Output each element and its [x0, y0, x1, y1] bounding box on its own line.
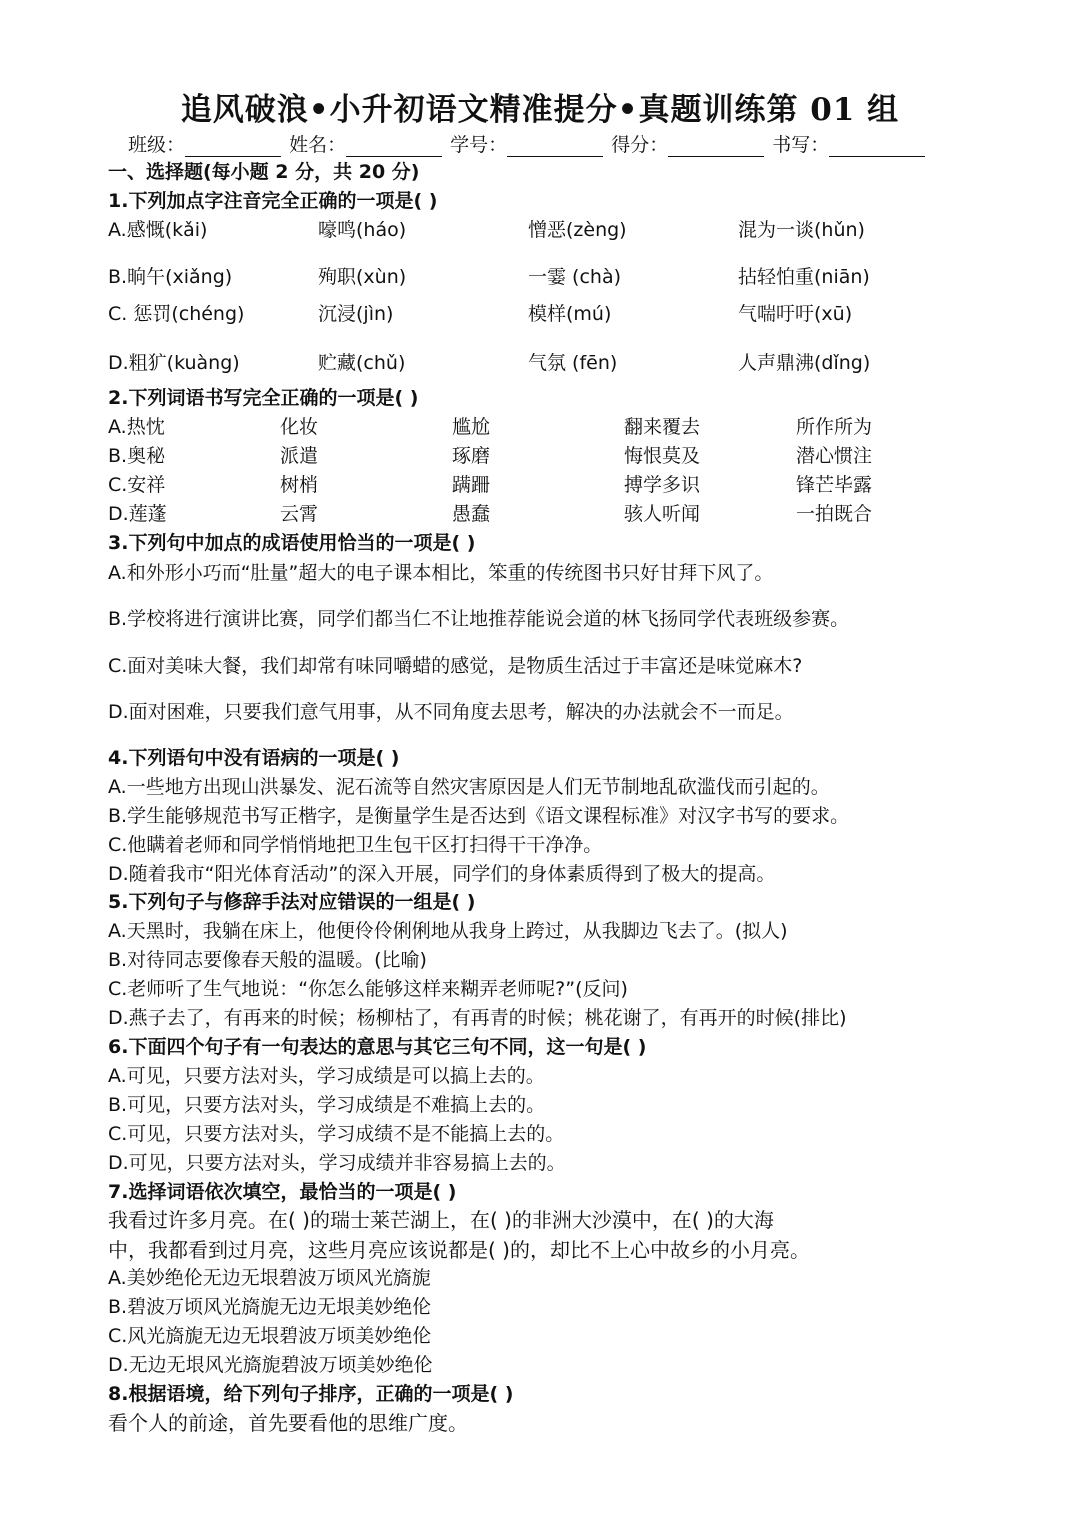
question-8-stem: 8.根据语境，给下列句子排序，正确的一项是( ) [108, 1383, 514, 1405]
q7-option-d: D.无边无垠风光旖旎碧波万顷美妙绝伦 [108, 1354, 433, 1376]
q1-option-a-item2: 嚎鸣(háo) [318, 219, 407, 241]
q2-option-a-word5: 所作所为 [796, 416, 873, 438]
q2-option-c-word3: 蹒跚 [452, 474, 491, 496]
q2-option-b-word4: 悔恨莫及 [624, 445, 701, 467]
q2-option-d-word3: 愚蠢 [452, 503, 491, 525]
class-label: 班级： [128, 134, 186, 156]
q7-option-c: C.风光旖旎无边无垠碧波万顷美妙绝伦 [108, 1325, 432, 1347]
class-blank[interactable] [185, 138, 281, 157]
q2-option-d-word5: 一拍既合 [796, 503, 873, 525]
q7-option-a: A.美妙绝伦无边无垠碧波万顷风光旖旎 [108, 1267, 431, 1289]
name-label: 姓名： [289, 134, 347, 156]
q1-option-a-item3: 憎恶(zèng) [528, 219, 627, 241]
q1-option-c-item2: 沉浸(jìn) [318, 303, 394, 325]
q3-option-c: C.面对美味大餐，我们却常有味同嚼蜡的感觉，是物质生活过于丰富还是味觉麻木? [108, 655, 803, 677]
q1-option-d-item2: 贮藏(chǔ) [318, 352, 406, 374]
q2-option-b-word3: 琢磨 [452, 445, 491, 467]
q2-option-c-word1: C.安祥 [108, 474, 166, 496]
q2-option-c-word2: 树梢 [280, 474, 319, 496]
student-info-line [128, 130, 927, 157]
q2-option-c-word4: 搏学多识 [624, 474, 701, 496]
question-6-stem: 6.下面四个句子有一句表达的意思与其它三句不同，这一句是( ) [108, 1036, 647, 1058]
q3-option-b: B.学校将进行演讲比赛，同学们都当仁不让地推荐能说会道的林飞扬同学代表班级参赛。 [108, 608, 850, 630]
question-4-stem: 4.下列语句中没有语病的一项是( ) [108, 747, 400, 769]
q5-option-d: D.燕子去了，有再来的时候；杨柳枯了，有再青的时候；桃花谢了，有再开的时候(排比) [108, 1007, 847, 1029]
q5-option-b: B.对待同志要像春天般的温暖。(比喻) [108, 949, 427, 971]
name-blank[interactable] [346, 138, 442, 157]
question-2-stem: 2.下列词语书写完全正确的一项是( ) [108, 387, 419, 409]
q1-option-a-item1: A.感慨(kǎi) [108, 219, 208, 241]
q2-option-b-word1: B.奥秘 [108, 445, 166, 467]
q1-option-d-item1: D.粗犷(kuàng) [108, 352, 240, 374]
q1-option-b-item4: 拈轻怕重(niān) [738, 266, 870, 288]
question-5-stem: 5.下列句子与修辞手法对应错误的一组是( ) [108, 891, 476, 913]
q1-option-b-item1: B.晌午(xiǎng) [108, 266, 233, 288]
q6-option-b: B.可见，只要方法对头，学习成绩是不难搞上去的。 [108, 1094, 546, 1116]
q3-option-a: A.和外形小巧而“肚量”超大的电子课本相比，笨重的传统图书只好甘拜下风了。 [108, 562, 774, 584]
q2-option-a-word2: 化妆 [280, 416, 319, 438]
score-blank[interactable] [668, 138, 764, 157]
q5-option-c: C.老师听了生气地说：“你怎么能够这样来糊弄老师呢?”(反问) [108, 978, 628, 1000]
q7-passage-line-2: 中，我都看到过月亮，这些月亮应该说都是( )的，却比不上心中故乡的小月亮。 [108, 1238, 810, 1262]
q4-option-a: A.一些地方出现山洪暴发、泥石流等自然灾害原因是人们无节制地乱砍滥伐而引起的。 [108, 776, 830, 798]
q2-option-d-word2: 云霄 [280, 503, 319, 525]
question-7-stem: 7.选择词语依次填空，最恰当的一项是( ) [108, 1181, 457, 1203]
q8-passage-line-1: 看个人的前途，首先要看他的思维广度。 [108, 1411, 468, 1435]
score-label: 得分： [611, 134, 669, 156]
question-3-stem: 3.下列句中加点的成语使用恰当的一项是( ) [108, 532, 476, 554]
handwriting-blank[interactable] [829, 138, 925, 157]
q2-option-d-word4: 骇人听闻 [624, 503, 701, 525]
student-id-label: 学号： [450, 134, 508, 156]
q5-option-a: A.天黑时，我躺在床上，他便伶伶俐俐地从我身上跨过，从我脚边飞去了。(拟人) [108, 920, 788, 942]
q4-option-d: D.随着我市“阳光体育活动”的深入开展，同学们的身体素质得到了极大的提高。 [108, 863, 776, 885]
q1-option-d-item4: 人声鼎沸(dǐng) [738, 352, 871, 374]
student-id-blank[interactable] [507, 138, 603, 157]
q2-option-c-word5: 锋芒毕露 [796, 474, 873, 496]
q1-option-d-item3: 气氛 (fēn) [528, 352, 618, 374]
q1-option-c-item3: 模样(mú) [528, 303, 612, 325]
page-title: 追风破浪•小升初语文精准提分•真题训练第 01 组 [180, 92, 900, 128]
q2-option-a-word3: 尴尬 [452, 416, 491, 438]
q6-option-c: C.可见，只要方法对头，学习成绩不是不能搞上去的。 [108, 1123, 565, 1145]
q7-passage-line-1: 我看过许多月亮。在( )的瑞士莱芒湖上，在( )的非洲大沙漠中，在( )的大海 [108, 1208, 774, 1232]
q1-option-b-item2: 殉职(xùn) [318, 266, 407, 288]
q2-option-a-word1: A.热忱 [108, 416, 165, 438]
q4-option-b: B.学生能够规范书写正楷字，是衡量学生是否达到《语文课程标准》对汉字书写的要求。 [108, 805, 850, 827]
q4-option-c: C.他瞒着老师和同学悄悄地把卫生包干区打扫得干干净净。 [108, 834, 603, 856]
q1-option-a-item4: 混为一谈(hǔn) [738, 219, 865, 241]
handwriting-label: 书写： [772, 134, 830, 156]
q2-option-b-word5: 潜心惯注 [796, 445, 873, 467]
q2-option-d-word1: D.莲蓬 [108, 503, 167, 525]
q6-option-d: D.可见，只要方法对头，学习成绩并非容易搞上去的。 [108, 1152, 566, 1174]
question-1-stem: 1.下列加点字注音完全正确的一项是( ) [108, 190, 438, 212]
q1-option-c-item4: 气喘吁吁(xū) [738, 303, 853, 325]
q6-option-a: A.可见，只要方法对头，学习成绩是可以搞上去的。 [108, 1065, 545, 1087]
q1-option-c-item1: C. 惩罚(chéng) [108, 303, 245, 325]
section-heading: 一、选择题(每小题 2 分，共 20 分) [108, 161, 420, 183]
q2-option-b-word2: 派遣 [280, 445, 319, 467]
q1-option-b-item3: 一霎 (chà) [528, 266, 621, 288]
q7-option-b: B.碧波万顷风光旖旎无边无垠美妙绝伦 [108, 1296, 432, 1318]
q3-option-d: D.面对困难，只要我们意气用事，从不同角度去思考，解决的办法就会不一而足。 [108, 701, 794, 723]
q2-option-a-word4: 翻来覆去 [624, 416, 701, 438]
